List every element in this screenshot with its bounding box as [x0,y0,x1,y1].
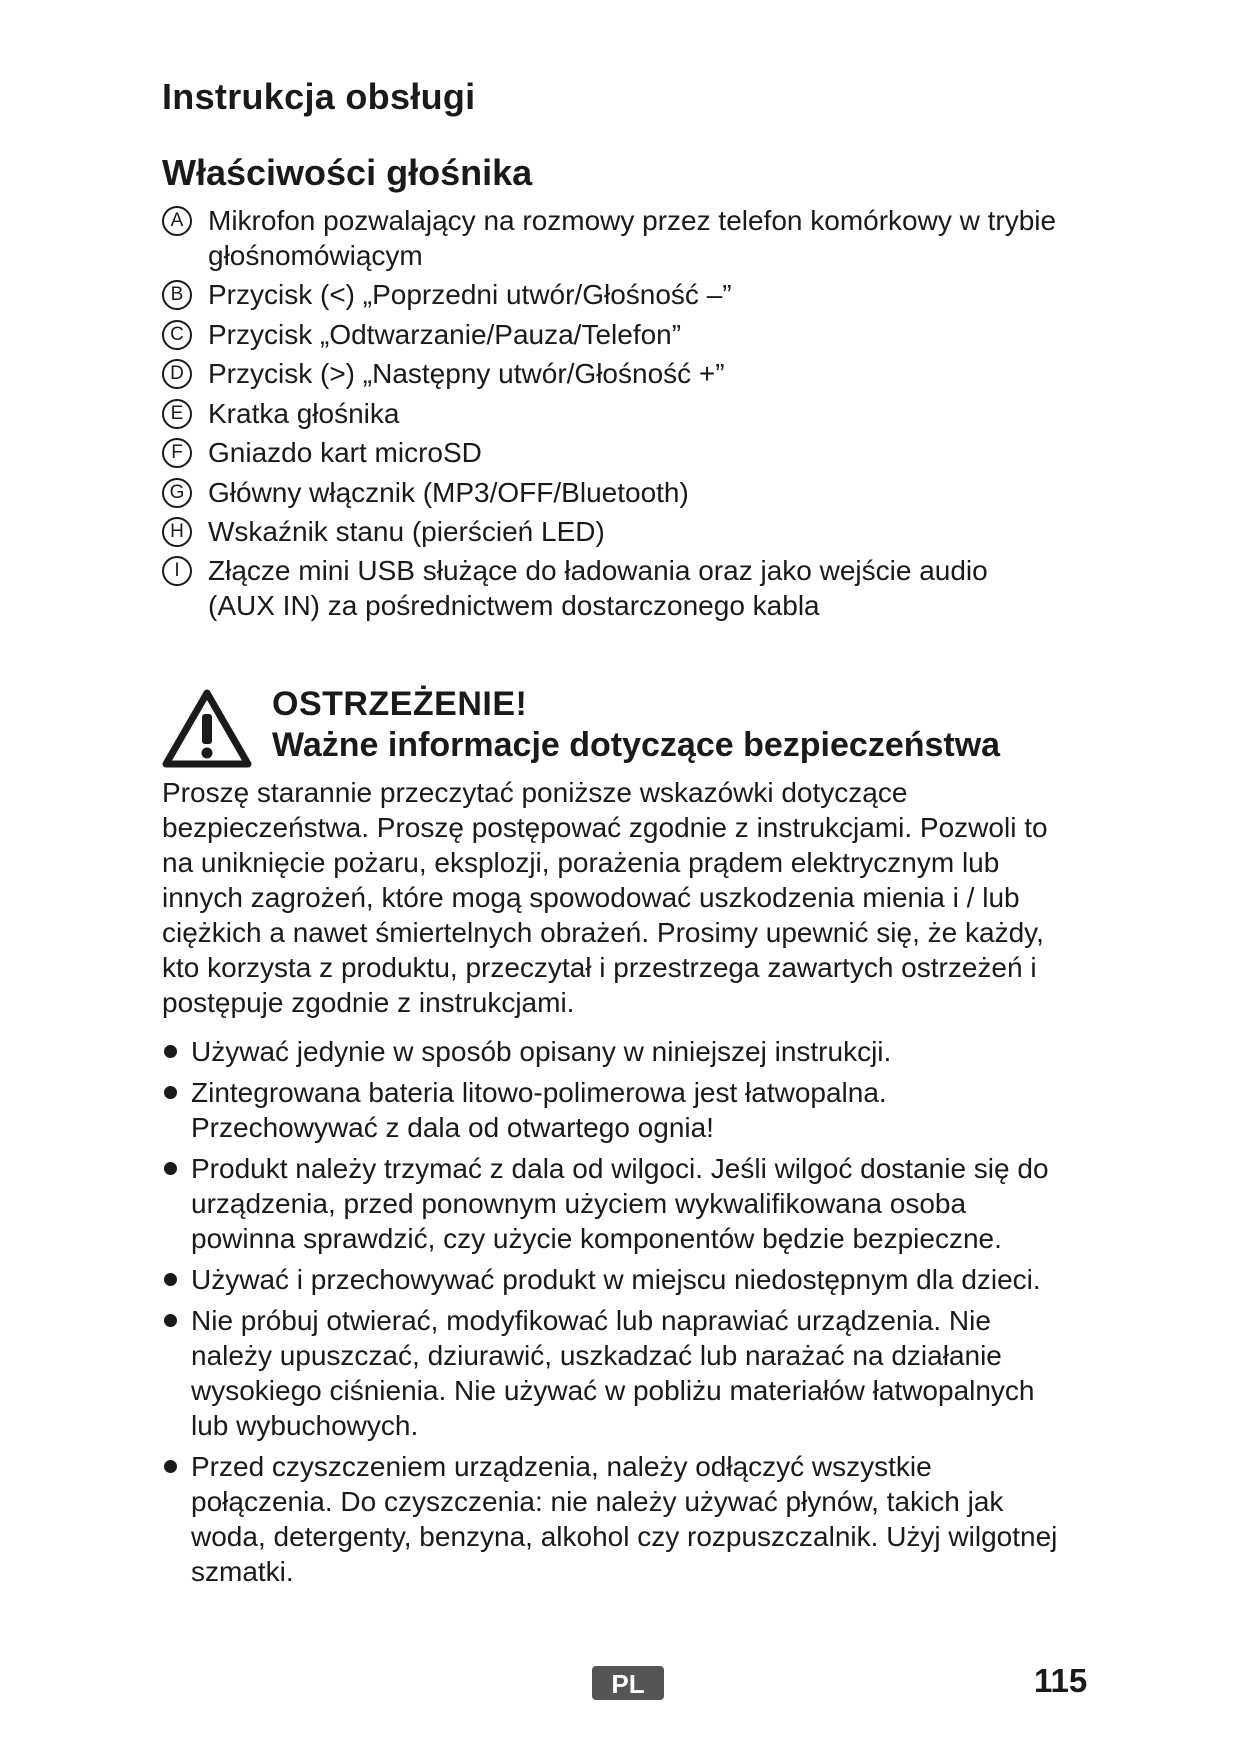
feature-item-b [162,277,1062,312]
feature-text: Główny włącznik (MP3/OFF/Bluetooth) [208,477,689,508]
document-title: Instrukcja obsługi [162,76,476,117]
circled-letter-c: C [162,320,192,350]
warning-heading: OSTRZEŻENIE! [272,685,528,723]
feature-item-a [162,203,1062,273]
circled-letter-f: F [162,438,192,468]
circled-letter-g: G [162,478,192,508]
feature-item-f [162,435,1062,470]
safety-bullet: Produkt należy trzymać z dala od wilgoci. Jeśli wilgoć dostanie się do urządzenia, przed ponownym użyciem wykwalifikowana osoba powinna sprawdzić, czy użycie komponentów będzie bezpieczne. [162,1151,1062,1256]
feature-text: Mikrofon pozwalający na rozmowy przez telefon komórkowy w trybie głośnomówiącym [208,205,1057,271]
circled-letter-e: E [162,399,192,429]
circled-letter-b: B [162,280,192,310]
feature-item-c [162,317,1062,352]
feature-text: Złącze mini USB służące do ładowania oraz jako wejście audio (AUX IN) za pośrednictwem dostarczonego kabla [208,555,988,621]
circled-letter-h: H [162,517,192,547]
safety-bullet-list [162,1034,1062,1595]
circled-letter-a: A [162,206,192,236]
feature-item-e [162,396,1062,431]
feature-text: Kratka głośnika [208,398,400,429]
language-badge: PL [592,1666,664,1700]
circled-letter-i: I [162,556,192,586]
feature-text: Przycisk (<) „Poprzedni utwór/Głośność –” [208,279,732,310]
safety-intro-paragraph: Proszę starannie przeczytać poniższe wskazówki dotyczące bezpieczeństwa. Proszę postępować zgodnie z instrukcjami. Pozwoli to na uniknięcie pożaru, eksplozji, porażenia prądem elektrycznym lub innych zagrożeń, które mogą spowodować uszkodzenia mienia i / lub ciężkich a nawet śmiertelnych obrażeń. Prosimy upewnić się, że każdy, kto korzysta z produktu, przeczytał i przestrzega zawartych ostrzeżeń i postępuje zgodnie z instrukcjami. [162,777,1048,1018]
circled-letter-d: D [162,359,192,389]
features-title: Właściwości głośnika [162,152,533,193]
feature-text: Przycisk (>) „Następny utwór/Głośność +” [208,358,725,389]
feature-item-i [162,553,1062,623]
safety-bullet: Zintegrowana bateria litowo-polimerowa jest łatwopalna. Przechowywać z dala od otwartego ognia! [162,1075,1062,1145]
features-list [162,203,1062,623]
warning-subheading: Ważne informacje dotyczące bezpieczeństwa [272,726,1001,764]
safety-bullet: Używać jedynie w sposób opisany w niniejszej instrukcji. [162,1034,1062,1069]
feature-text: Przycisk „Odtwarzanie/Pauza/Telefon” [208,319,682,350]
page-number: 115 [1034,1662,1088,1699]
feature-text: Wskaźnik stanu (pierścień LED) [208,516,605,547]
feature-item-d [162,356,1062,391]
safety-bullet: Używać i przechowywać produkt w miejscu niedostępnym dla dzieci. [162,1262,1062,1297]
safety-bullet: Przed czyszczeniem urządzenia, należy odłączyć wszystkie połączenia. Do czyszczenia: nie należy używać płynów, takich jak woda, detergenty, benzyna, alkohol czy rozpuszczalnik. Użyj wilgotnej szmatki. [162,1449,1062,1589]
feature-item-g [162,475,1062,510]
safety-bullet: Nie próbuj otwierać, modyfikować lub naprawiać urządzenia. Nie należy upuszczać, dziurawić, uszkadzać lub narażać na działanie wysokiego ciśnienia. Nie używać w pobliżu materiałów łatwopalnych lub wybuchowych. [162,1303,1062,1443]
warning-header [162,684,1062,784]
feature-item-h [162,514,1062,549]
warning-triangle-icon [162,688,252,768]
feature-text: Gniazdo kart microSD [208,437,482,468]
